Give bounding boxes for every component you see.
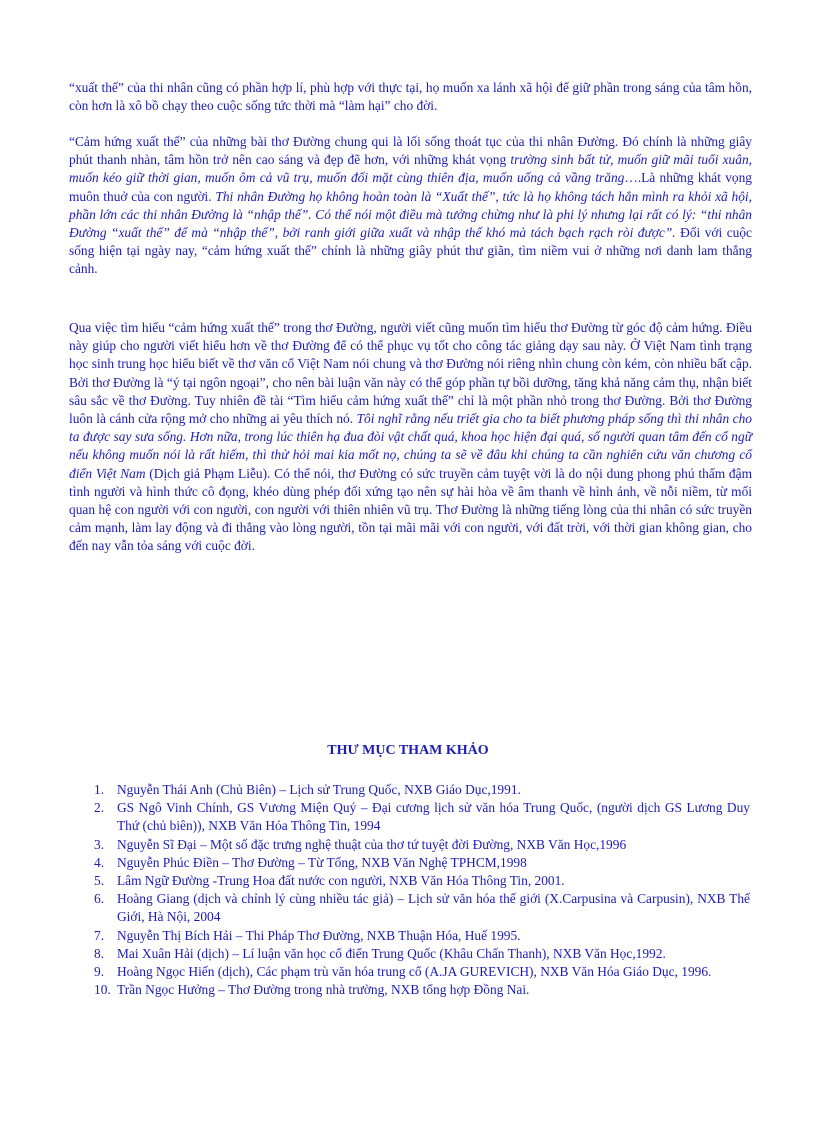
references-heading: THƯ MỤC THAM KHẢO — [327, 743, 489, 758]
paragraph-2 — [69, 133, 752, 279]
paragraph-3-text-a: Qua việc tìm hiểu “cảm hứng xuất thế” trong thơ Đường, người viết cũng muốn tìm hiểu thơ Đường từ góc độ cảm hứng. Điều này giúp cho người viết hiểu hơn về thơ Đường để có thể phục vụ tốt cho công tác giảng dạy sau này. Ở Việt Nam tình trạng học sinh trung học hiểu biết về thơ văn cổ Việt Nam nói chung và thơ Đường nói riêng nhìn chung còn kém, còn nhiều bất cập. Bởi thơ Đường là “ý tại ngôn ngoại”, cho nên bài luận văn này có thể góp phần tự bồi dưỡng, tăng khả năng cảm thụ, nhận biết sâu sắc về thơ Đường. Tuy nhiên đề tài “Tìm hiểu cảm hứng xuất thế” chỉ là một phần nhỏ trong thơ Đường. Bởi thơ Đường luôn là cánh cửa rộng mở cho những ai yêu thích nó. — [69, 320, 752, 427]
reference-item — [94, 799, 750, 835]
reference-item — [94, 872, 750, 890]
reference-text: Nguyễn Thị Bích Hải – Thi Pháp Thơ Đường, NXB Thuận Hóa, Huế 1995. — [117, 927, 521, 943]
reference-text: Lâm Ngữ Đường -Trung Hoa đất nước con người, NXB Văn Hóa Thông Tin, 2001. — [117, 873, 565, 889]
reference-number: 9. — [94, 964, 105, 980]
reference-number: 7. — [94, 927, 105, 943]
reference-text: GS Ngô Vinh Chính, GS Vương Miện Quý – Đại cương lịch sử văn hóa Trung Quốc, (người dịch GS Lương Duy Thứ (chủ biên)), NXB Văn Hóa Thông Tin, 1994 — [117, 800, 750, 834]
reference-item — [94, 981, 750, 999]
reference-text: Trần Ngọc Hưởng – Thơ Đường trong nhà trường, NXB tổng hợp Đồng Nai. — [117, 982, 530, 998]
paragraph-2-italic-b: trường sinh bất tử, muốn giữ mãi tuổi xuân, muốn kéo giữ thời gian, muốn ôm cả vũ trụ, muốn đối mặt cùng thiên địa, muốn uống cả vầng trăng — [69, 152, 752, 186]
reference-item — [94, 927, 750, 945]
reference-number: 3. — [94, 836, 105, 852]
paragraph-3-text-c: (Dịch giả Phạm Liễu). Có thể nói, thơ Đường có sức truyền cảm tuyệt vời là do nội dung phong phú thấm đậm tình người và hình thức cô đọng, khéo dùng phép đối xứng tạo nên sự hài hòa về âm thanh về hình ảnh, về nỗi niềm, từ mối quan hệ con người với con người, con người với thiên nhiên vũ trụ. Thơ Đường là những tiếng lòng của thi nhân có sức truyền cảm mạnh, làm lay động và đi thẳng vào lòng người, tồn tại mãi mãi với con người, với đất trời, với thời gian không gian, cho đến nay vẫn tỏa sáng với cuộc đời. — [69, 465, 752, 554]
reference-item — [94, 963, 750, 981]
reference-number: 10. — [94, 982, 111, 998]
reference-list — [94, 781, 750, 999]
paragraph-2-text-a: “Cảm hứng xuất thế” của những bài thơ Đường chung qui là lối sống thoát tục của thi nhân Đường. Đó chính là những giây phút thanh nhàn, tâm hồn trở nên cao sáng và đẹp đẽ hơn, với những khát vọng — [69, 134, 752, 168]
reference-text: Mai Xuân Hải (dịch) – Lí luận văn học cổ điển Trung Quốc (Khâu Chấn Thanh), NXB Văn Học,1992. — [117, 945, 666, 961]
reference-text: Hoàng Giang (dịch và chỉnh lý cùng nhiều tác giả) – Lịch sử văn hóa thế giới (X.Carpusina và Carpusin), NXB Thế Giới, Hà Nội, 2004 — [117, 891, 750, 925]
reference-text: Hoàng Ngọc Hiến (dịch), Các phạm trù văn hóa trung cổ (A.JA GUREVICH), NXB Văn Hóa Giáo Dục, 1996. — [117, 964, 712, 980]
reference-item — [94, 890, 750, 926]
reference-item — [94, 836, 750, 854]
paragraph-2-italic-d: Thi nhân Đường họ không hoàn toàn là “Xuất thế”, tức là họ không tách hẳn mình ra khỏi xã hội, phần lớn các thi nhân Đường là “nhập thế”. Có thể nói một điều mà tưởng chừng như là phi lý nhưng lại rất có lý: “thi nhân Đường “xuất thế” để mà “nhập thế”, bởi ranh giới giữa xuất và nhập thế khó mà tách bạch rạch ròi được”. — [69, 188, 752, 241]
paragraph-3 — [69, 319, 752, 556]
reference-text: Nguyễn Sĩ Đại – Một số đặc trưng nghệ thuật của thơ tứ tuyệt đời Đường, NXB Văn Học,1996 — [117, 836, 627, 852]
reference-item — [94, 945, 750, 963]
reference-item — [94, 781, 750, 799]
reference-text: Nguyễn Phúc Điền – Thơ Đường – Từ Tống, NXB Văn Nghệ TPHCM,1998 — [117, 854, 527, 870]
paragraph-3-italic-b: Tôi nghĩ rằng nếu triết gia cho ta biết phương pháp sống thì thi nhân cho ta được say sưa sống. Hơn nữa, trong lúc thiên hạ đua đòi vật chất quá, khoa học hiện đại quá, số người quan tâm đến cổ ngữ nếu không muốn nói là rất hiếm, thì thử hỏi mai kia mốt nọ, chúng ta sẽ về đâu khi chúng ta cần nghiên cứu văn chương cổ điển Việt Nam — [69, 411, 752, 481]
reference-item — [94, 854, 750, 872]
paragraph-1 — [69, 79, 752, 115]
reference-number: 6. — [94, 891, 105, 907]
reference-number: 8. — [94, 945, 105, 961]
reference-number: 2. — [94, 800, 105, 816]
paragraph-2-text-e: Đối với cuộc sống hiện tại ngày nay, “cảm hứng xuất thế” chính là những giây phút thư giãn, tìm niềm vui ở những nơi danh lam thắng cảnh. — [69, 225, 752, 277]
reference-text: Nguyễn Thái Anh (Chủ Biên) – Lịch sử Trung Quốc, NXB Giáo Dục,1991. — [117, 782, 521, 797]
reference-number: 5. — [94, 873, 105, 889]
paragraph-2-text-c: ….Là những khát vọng muôn thuở của con người. — [69, 170, 753, 204]
paragraph-1-text: “xuất thế” của thi nhân cũng có phần hợp lí, phù hợp với thực tại, họ muốn xa lánh xã hội để giữ phần trong sáng của tâm hồn, còn hơn là xô bồ chạy theo cuộc sống tức thời mà “làm hại” cho đời. — [69, 80, 752, 114]
reference-number: 1. — [94, 782, 105, 797]
reference-number: 4. — [94, 854, 105, 870]
